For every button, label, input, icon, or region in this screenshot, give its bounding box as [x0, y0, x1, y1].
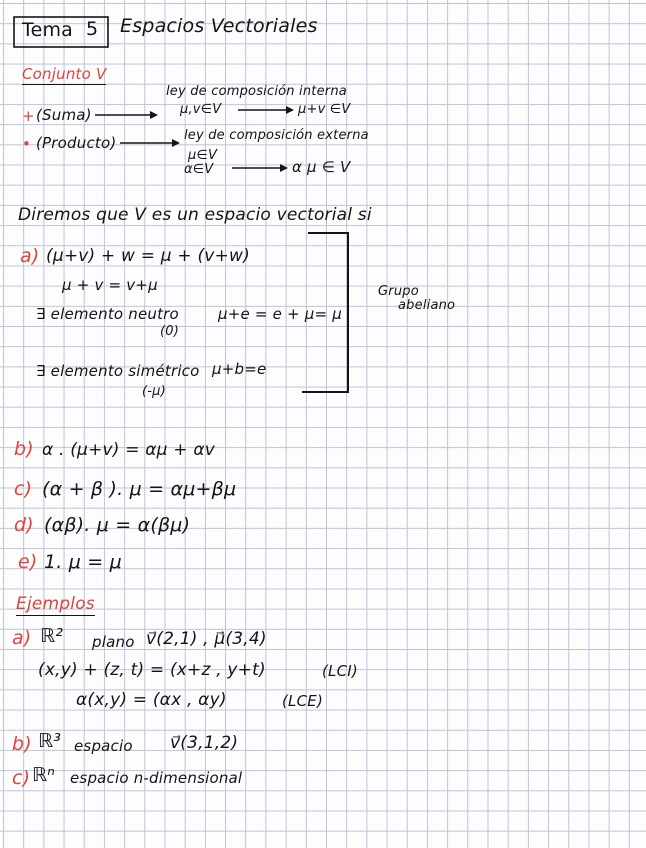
neutro-sub: (0): [160, 324, 180, 339]
axiom-b-marker: b): [14, 438, 34, 460]
example-c-marker: c): [12, 767, 31, 789]
axiom-e-marker: e): [18, 551, 38, 573]
axiom-d-text: (αβ). μ = α(βμ): [44, 514, 191, 536]
axiom-c-text: (α + β ). μ = αμ+βμ: [42, 478, 237, 500]
example-b-vector: v⃗(3,1,2): [170, 733, 239, 753]
suma-result: μ+v ∈V: [298, 102, 351, 117]
axiom-e-text: 1. μ = μ: [44, 551, 122, 573]
example-b-marker: b): [12, 733, 32, 755]
section-heading-conjunto: Conjunto V: [22, 65, 107, 83]
group-label-line1: Grupo: [378, 284, 419, 299]
producto-symbol: •: [22, 135, 32, 153]
example-a-lce-tag: (LCE): [282, 692, 324, 710]
tema-number: 5: [86, 18, 99, 40]
group-label-line2: abeliano: [398, 298, 456, 313]
law-interna: ley de composición interna: [166, 84, 347, 99]
suma-symbol: +: [22, 107, 35, 125]
suma-domain: μ,v∈V: [180, 102, 222, 117]
example-c-name: espacio n-dimensional: [70, 769, 243, 787]
neutro-text: ∃ elemento neutro: [36, 305, 179, 323]
simetrico-text: ∃ elemento simétrico: [36, 362, 200, 380]
example-a-marker: a): [12, 627, 32, 649]
axiom-b-text: α . (μ+v) = αμ + αv: [42, 440, 215, 460]
example-b-name: espacio: [74, 737, 133, 755]
example-b-space: ℝ³: [38, 730, 62, 752]
tema-label: Tema: [22, 19, 74, 41]
law-externa: ley de composición externa: [184, 128, 369, 143]
example-c-space: ℝⁿ: [32, 764, 56, 786]
producto-label: (Producto): [36, 134, 117, 152]
example-a-vectors: v⃗(2,1) , μ⃗(3,4): [146, 629, 267, 649]
example-a-lci: (x,y) + (z, t) = (x+z , y+t): [38, 660, 266, 680]
neutro-equation: μ+e = e + μ= μ: [218, 305, 343, 323]
definition-intro: Diremos que V es un espacio vectorial si: [18, 205, 372, 225]
section-heading-ejemplos: Ejemplos: [16, 594, 95, 614]
axiom-c-marker: c): [14, 478, 33, 500]
example-a-lci-tag: (LCI): [322, 662, 358, 680]
axiom-d-marker: d): [14, 514, 34, 536]
example-a-name: plano: [92, 633, 135, 651]
axiom-a-marker: a): [20, 245, 40, 267]
page-title: Espacios Vectoriales: [120, 15, 318, 37]
producto-domain-vector: μ∈V: [188, 148, 218, 163]
simetrico-sub: (-μ): [142, 384, 166, 399]
axiom-a-assoc: (μ+v) + w = μ + (v+w): [46, 246, 250, 266]
example-a-space: ℝ²: [40, 625, 64, 647]
producto-domain-scalar: α∈V: [184, 162, 214, 177]
example-a-lce: α(x,y) = (αx , αy): [76, 690, 227, 710]
suma-label: (Suma): [36, 106, 92, 124]
simetrico-equation: μ+b=e: [212, 360, 267, 378]
axiom-a-comm: μ + v = v+μ: [62, 276, 158, 294]
producto-result: α μ ∈ V: [292, 158, 351, 176]
